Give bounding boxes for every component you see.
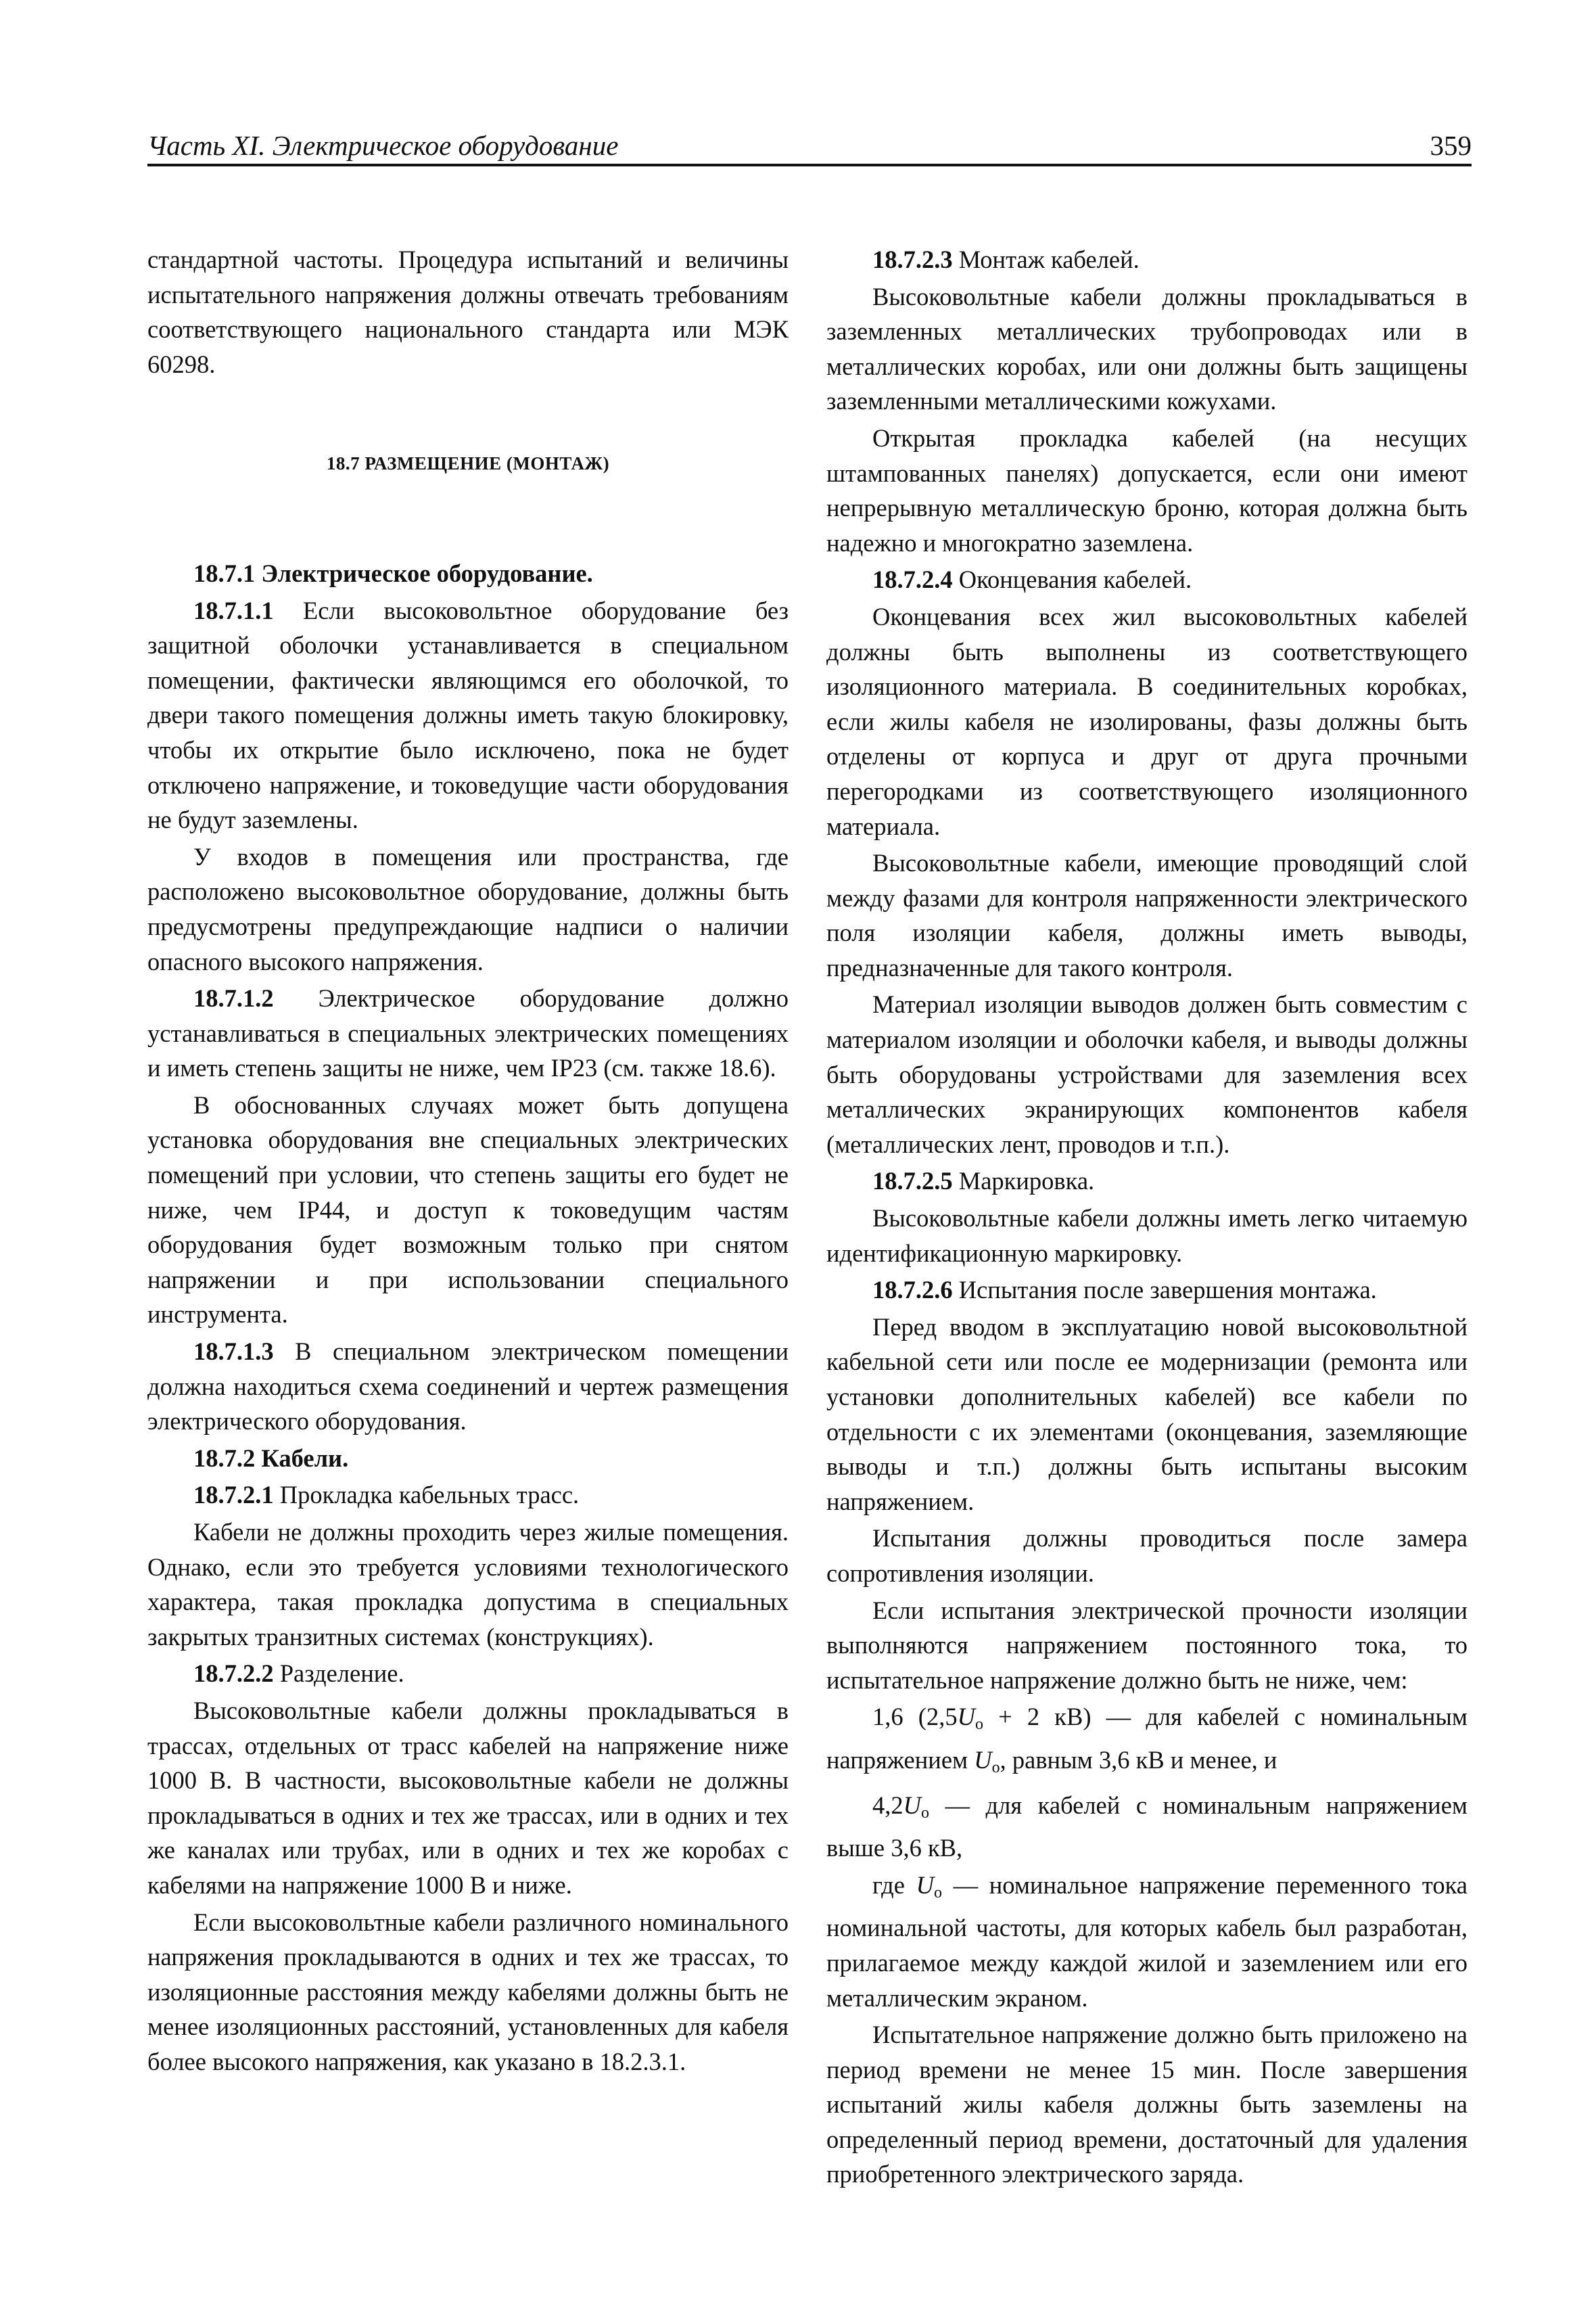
right-column — [826, 242, 1468, 2194]
paragraph-test-duration: Испытательное напряжение должно быть приложено на период времени не менее 15 мин. После завершения испытаний жилы кабеля должны быть заземлены на определенный период времени, достаточный для удаления приобретенного электрического заряда. — [826, 2021, 1468, 2188]
variable-subscript: о — [975, 1716, 983, 1734]
paragraph-tests-after-insulation: Испытания должны проводиться после замера сопротивления изоляции. — [826, 1524, 1468, 1587]
paragraph-open-laying: Открытая прокладка кабелей (на несущих штампованных панелях) допускается, если они имеют непрерывную металлическую броню, которая должна быть надежно и многократно заземлена. — [826, 423, 1468, 557]
variable-u: U — [974, 1745, 992, 1774]
paragraph-before-commissioning: Перед вводом в эксплуатацию новой высоковольтной кабельной сети или после ее модернизации (ремонта или установки дополнительных кабелей) все кабели по отдельности с их элементами (оконцевания, заземляющие выводы и т.п.) должны быть испытаны высоким напряжением. — [826, 1312, 1468, 1515]
running-header — [147, 126, 1472, 166]
variable-subscript: о — [933, 1883, 942, 1902]
paragraph-conductive-layer: Высоковольтные кабели, имеющие проводящий слой между фазами для контроля напряженности электрического поля изоляции кабеля, должны иметь выводы, предназначенные для такого контроля. — [826, 849, 1468, 982]
heading-18-7-1 — [147, 556, 789, 591]
formula-text: — для кабелей с номинальным напряжением выше 3,6 кВ, — [826, 1791, 1468, 1862]
formula-text: + 2 кВ) — для кабелей с номинальным напряжением — [826, 1703, 1468, 1774]
clause-number: 18.7.1.1 — [193, 596, 274, 624]
paragraph-different-voltages: Если высоковольтные кабели различного номинального напряжения прокладываются в одних и тех же трассах, то изоляционные расстояния между кабелями должны быть не менее изоляционных расстояний, установленных для кабеля более высокого напряжения, как указано в 18.2.3.1. — [147, 1908, 789, 2075]
clause-number: 18.7.2.3 — [872, 246, 953, 273]
variable-u: U — [916, 1870, 934, 1899]
section-title: 18.7 РАЗМЕЩЕНИЕ (МОНТАЖ) — [326, 453, 610, 474]
clause-number: 18.7.1.3 — [193, 1337, 274, 1366]
heading-18-7-2-5 — [826, 1164, 1468, 1199]
heading-text: Прокладка кабельных трасс. — [273, 1481, 580, 1509]
heading-18-7-2 — [147, 1441, 789, 1476]
paragraph-justified-cases: В обоснованных случаях может быть допущена установка оборудования вне специальных электрических помещений при условии, что степень защиты его будет не ниже, чем IP44, и доступ к токоведущим частям оборудования будет возможным только при снятом напряжении и при использовании специального инструмента. — [147, 1090, 789, 1329]
paragraph-18-7-1-1 — [147, 593, 789, 837]
heading-text: Испытания после завершения монтажа. — [952, 1276, 1377, 1304]
paragraph-text: Если высоковольтное оборудование без защитной оболочки устанавливается в специальном помещении, фактически являющимся его оболочкой, то двери такого помещения должны иметь такую блокировку, чтобы их открытие было исключено, пока не будет отключено напряжение, и токоведущие части оборудования не будут заземлены. — [147, 596, 789, 834]
paragraph-cable-mounting: Высоковольтные кабели должны прокладываться в заземленных металлических трубопроводах или в металлических коробах, или они должны быть защищены заземленными металлическими кожухами. — [826, 282, 1468, 415]
heading-18-7-2-2 — [147, 1656, 789, 1691]
page-number: 359 — [1430, 130, 1472, 161]
variable-u: U — [903, 1791, 921, 1819]
formula-line-2 — [826, 1788, 1468, 1866]
heading-text: Разделение. — [273, 1659, 404, 1688]
paragraph-marking: Высоковольтные кабели должны иметь легко читаемую идентификационную маркировку. — [826, 1204, 1468, 1267]
paragraph-text: В специальном электрическом помещении должна находиться схема соединений и чертеж размещения электрического оборудования. — [147, 1337, 789, 1435]
paragraph-text: Электрическое оборудование должно устанавливаться в специальных электрических помещениях и иметь степень защиты не ниже, чем IP23 (см. также 18.6). — [147, 984, 789, 1082]
paragraph-cables-living-quarters: Кабели не должны проходить через жилые помещения. Однако, если это требуется условиями технологического характера, такая прокладка допустима в специальных закрытых транзитных системах (конструкциях). — [147, 1518, 789, 1651]
formula-text: 1,6 (2,5 — [872, 1703, 958, 1731]
running-header-title: Часть XI. Электрическое оборудование — [147, 130, 619, 161]
paragraph-18-7-1-3 — [147, 1334, 789, 1439]
formula-text: , равным 3,6 кВ и менее, и — [1000, 1745, 1277, 1774]
paragraph-18-7-1-2 — [147, 981, 789, 1086]
variable-subscript: о — [920, 1803, 929, 1822]
paragraph-dc-test: Если испытания электрической прочности изоляции выполняются напряжением постоянного тока, то испытательное напряжение должно быть не ниже, чем: — [826, 1596, 1468, 1694]
formula-line-1 — [826, 1699, 1468, 1785]
heading-text: Маркировка. — [952, 1167, 1095, 1195]
heading-text: Оконцевания кабелей. — [952, 566, 1192, 594]
formula-definition — [826, 1868, 1468, 2015]
formula-text: 4,2 — [872, 1791, 903, 1819]
heading-18-7-1-text: 18.7.1 Электрическое оборудование. — [193, 559, 593, 587]
variable-subscript: о — [991, 1758, 1000, 1776]
formula-text: где — [872, 1870, 916, 1899]
heading-text: Монтаж кабелей. — [952, 246, 1140, 273]
clause-number: 18.7.2.4 — [872, 566, 953, 594]
paragraph-warning-signs: У входов в помещения или пространства, где расположено высоковольтное оборудование, должны быть предусмотрены предупреждающие надписи о наличии опасного высокого напряжения. — [147, 842, 789, 975]
heading-18-7-2-text: 18.7.2 Кабели. — [193, 1444, 349, 1472]
formula-text: — номинальное напряжение переменного тока номинальной частоты, для которых кабель был разработан, прилагаемое между каждой жилой и заземлением или его металлическим экраном. — [826, 1870, 1468, 2012]
heading-18-7-2-6 — [826, 1272, 1468, 1308]
variable-u: U — [957, 1703, 975, 1731]
clause-number: 18.7.2.5 — [872, 1167, 953, 1195]
clause-number: 18.7.2.2 — [193, 1659, 274, 1688]
paragraph-terminations: Оконцевания всех жил высоковольтных кабелей должны быть выполнены из соответствующего изоляционного материала. В соединительных коробках, если жилы кабеля не изолированы, фазы должны быть отделены от корпуса и друг от друга прочными перегородками из соответствующего изоляционного материала. — [826, 602, 1468, 840]
paragraph-continuation: стандартной частоты. Процедура испытаний и величины испытательного напряжения должны отвечать требованиям соответствующего национального стандарта или МЭК 60298. — [147, 246, 789, 378]
clause-number: 18.7.2.6 — [872, 1276, 953, 1304]
left-column — [147, 242, 789, 2082]
clause-number: 18.7.2.1 — [193, 1481, 274, 1509]
heading-18-7-2-1 — [147, 1477, 789, 1513]
paragraph-insulation-material: Материал изоляции выводов должен быть совместим с материалом изоляции и оболочки кабеля, и выводы должны быть оборудованы устройствами для заземления всех металлических экранирующих компонентов кабеля (металлических лент, проводов и т.п.). — [826, 990, 1468, 1158]
heading-18-7-2-4 — [826, 562, 1468, 597]
heading-18-7-2-3 — [826, 242, 1468, 277]
clause-number: 18.7.1.2 — [193, 984, 274, 1013]
paragraph-separation: Высоковольтные кабели должны прокладываться в трассах, отдельных от трасс кабелей на напряжение ниже 1000 В. В частности, высоковольтные кабели не должны прокладываться в одних и тех же трассах, или в одних и тех же каналах или трубах, или в одних и тех же коробах с кабелями на напряжение 1000 В и ниже. — [147, 1696, 789, 1899]
